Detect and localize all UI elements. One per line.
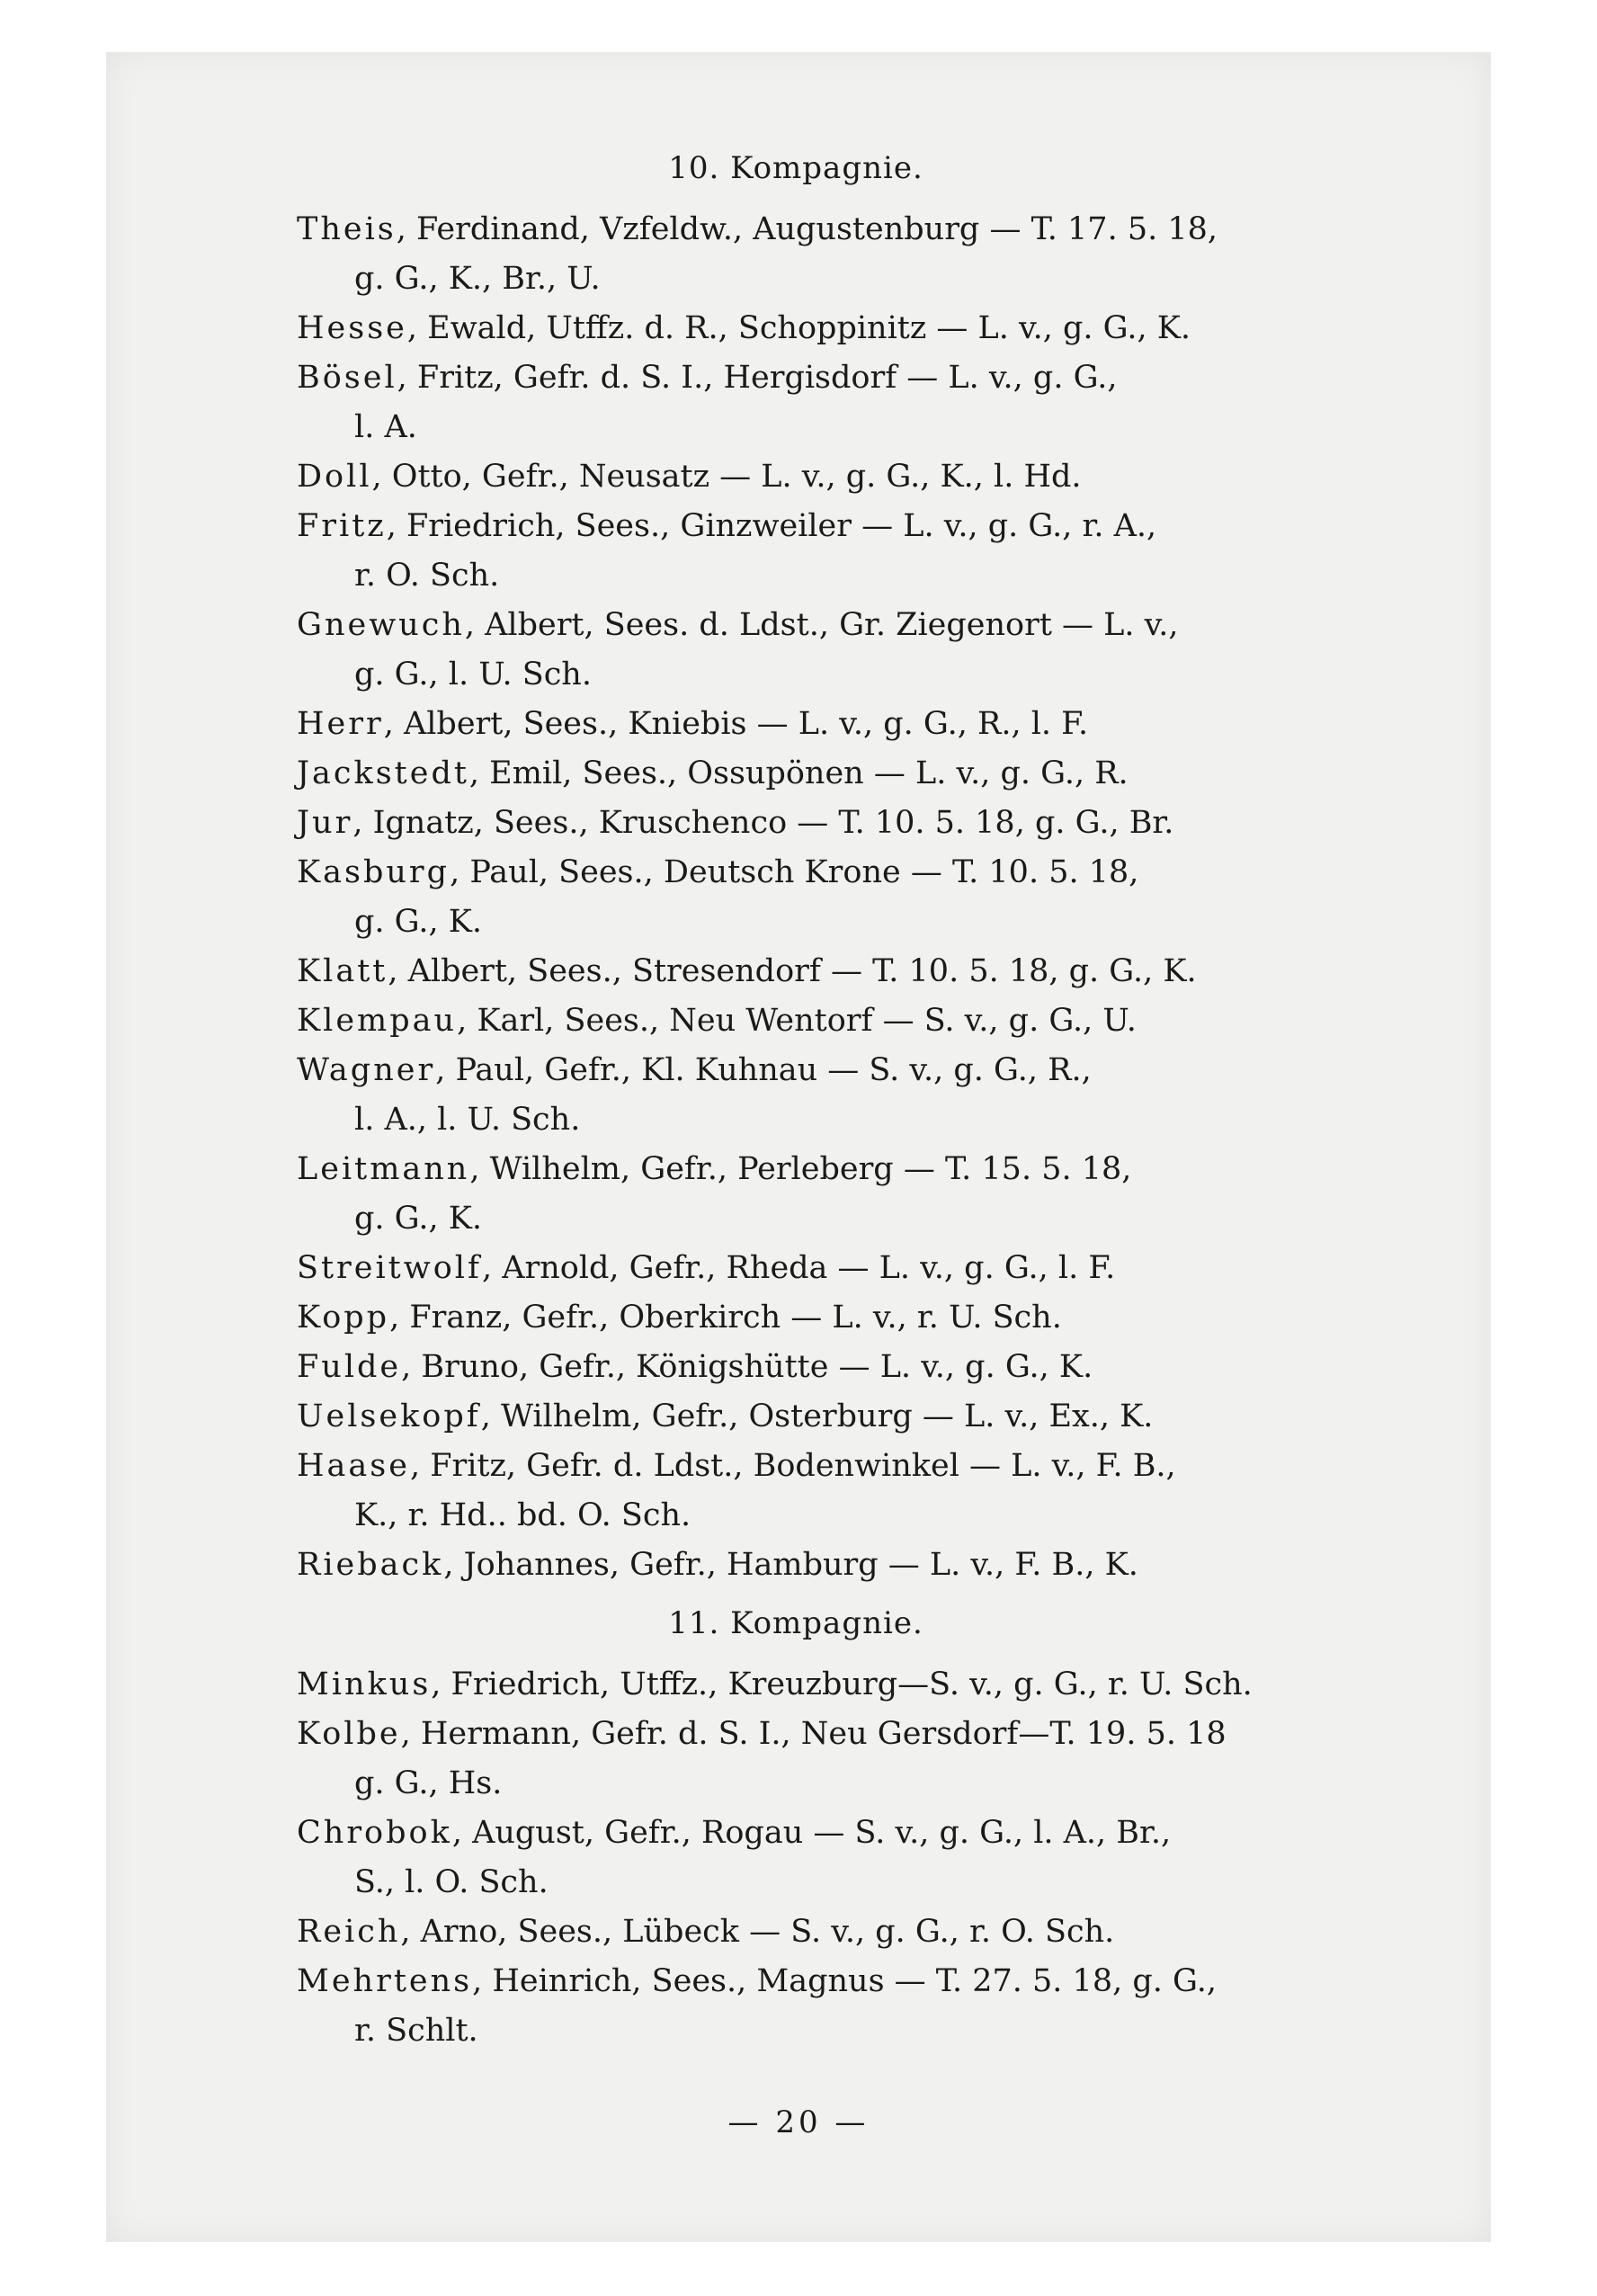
entry-surname: Fulde [297,1349,402,1385]
entry-continuation: r. O. Sch. [354,558,500,594]
entry-details: , Franz, Gefr., Oberkirch — L. v., r. U. Sch. [389,1300,1062,1336]
roster-entry [297,304,1295,353]
entry-details: , Emil, Sees., Ossupönen — L. v., g. G., R. [468,755,1129,791]
entry-surname: Mehrtens [297,1963,473,1999]
entry-surname: Jackstedt [297,755,469,791]
entry-surname: Doll [297,459,372,495]
entry-details: , Johannes, Gefr., Hamburg — L. v., F. B., K. [443,1547,1138,1583]
entry-surname: Kasburg [297,854,451,890]
roster-entry [297,1907,1295,1957]
roster-entry [297,353,1295,452]
entry-surname: Klempau [297,1003,458,1039]
entry-details: , August, Gefr., Rogau — S. v., g. G., l. A., Br., [451,1815,1172,1851]
entry-surname: Herr [297,706,384,742]
roster-entry [297,1809,1295,1907]
entry-surname: Kopp [297,1300,390,1336]
entry-surname: Hesse [297,310,407,346]
roster-entry [297,1541,1295,1590]
entry-details: , Wilhelm, Gefr., Perleberg — T. 15. 5. 18, [469,1151,1132,1187]
entry-continuation: g. G., K. [354,1201,483,1237]
entry-surname: Haase [297,1448,410,1484]
entry-continuation: K., r. Hd.. bd. O. Sch. [354,1497,691,1533]
entry-continuation: g. G., Hs. [354,1765,503,1801]
entry-surname: Wagner [297,1052,436,1088]
section-heading: 11. Kompagnie. [668,1605,923,1641]
roster-text [297,135,1295,2056]
roster-entry [297,205,1295,304]
entry-details: , Otto, Gefr., Neusatz — L. v., g. G., K., l. Hd. [371,459,1082,495]
entry-continuation: l. A., l. U. Sch. [354,1102,581,1138]
roster-entry [297,1343,1295,1392]
entry-details: , Albert, Sees., Stresendorf — T. 10. 5. 18, g. G., K. [388,953,1197,989]
roster-entry [297,1710,1295,1809]
entry-details: , Arno, Sees., Lübeck — S. v., g. G., r. O. Sch. [400,1914,1115,1950]
entry-surname: Minkus [297,1666,432,1702]
entry-details: , Ewald, Utffz. d. R., Schoppinitz — L. v., g. G., K. [406,310,1191,346]
roster-entry [297,1244,1295,1293]
entry-details: , Karl, Sees., Neu Wentorf — S. v., g. G., U. [457,1003,1137,1039]
roster-entry [297,1660,1295,1710]
entry-details: , Heinrich, Sees., Magnus — T. 27. 5. 18, g. G., [472,1963,1217,1999]
roster-entry [297,848,1295,947]
entry-details: , Paul, Sees., Deutsch Krone — T. 10. 5. 18, [450,854,1139,890]
entry-continuation: g. G., K., Br., U. [354,261,601,297]
roster-entry [297,1046,1295,1145]
roster-entry [297,749,1295,799]
entry-surname: Reich [297,1914,401,1950]
roster-entry [297,947,1295,996]
entry-details: , Paul, Gefr., Kl. Kuhnau — S. v., g. G., R., [435,1052,1092,1088]
entry-continuation: g. G., K. [354,904,483,940]
entry-surname: Theis [297,211,397,247]
entry-details: , Bruno, Gefr., Königshütte — L. v., g. G., K. [401,1349,1093,1385]
entry-surname: Streitwolf [297,1250,482,1286]
roster-entry [297,452,1295,502]
entry-details: , Ignatz, Sees., Kruschenco — T. 10. 5. 18, g. G., Br. [352,805,1174,841]
roster-entry [297,1293,1295,1343]
entry-surname: Uelsekopf [297,1398,481,1434]
entry-details: , Friedrich, Sees., Ginzweiler — L. v., g. G., r. A., [386,508,1157,544]
roster-entry [297,1145,1295,1244]
entry-details: , Fritz, Gefr. d. Ldst., Bodenwinkel — L. v., F. B., [409,1448,1176,1484]
entry-details: , Albert, Sees. d. Ldst., Gr. Ziegenort — L. v., [464,607,1179,643]
entry-continuation: r. Schlt. [354,2013,478,2049]
entry-surname: Chrobok [297,1815,452,1851]
entry-surname: Klatt [297,953,388,989]
entry-continuation: g. G., l. U. Sch. [354,657,592,692]
roster-entry [297,601,1295,700]
entry-surname: Rieback [297,1547,444,1583]
entry-details: , Friedrich, Utffz., Kreuzburg—S. v., g. G., r. U. Sch. [431,1666,1253,1702]
entry-surname: Jur [297,805,353,841]
roster-entry [297,502,1295,601]
roster-entry [297,996,1295,1046]
entry-details: , Hermann, Gefr. d. S. I., Neu Gersdorf—T. 19. 5. 18 [400,1716,1227,1752]
roster-entry [297,1442,1295,1541]
entry-details: , Wilhelm, Gefr., Osterburg — L. v., Ex., K. [480,1398,1154,1434]
roster-entry [297,1957,1295,2056]
section-heading: 10. Kompagnie. [668,150,923,186]
roster-entry [297,1392,1295,1442]
entry-surname: Leitmann [297,1151,470,1187]
entry-surname: Fritz [297,508,387,544]
entry-details: , Fritz, Gefr. d. S. I., Hergisdorf — L. v., g. G., [397,360,1118,396]
entry-surname: Bösel [297,360,397,396]
roster-entry [297,700,1295,749]
page-number: — 20 — [727,2104,870,2140]
entry-surname: Kolbe [297,1716,401,1752]
entry-details: , Ferdinand, Vzfeldw., Augustenburg — T. 17. 5. 18, [396,211,1218,247]
roster-entry [297,799,1295,848]
entry-details: , Arnold, Gefr., Rheda — L. v., g. G., l. F. [481,1250,1116,1286]
entry-surname: Gnewuch [297,607,465,643]
sections-container [297,147,1295,2056]
entry-continuation: S., l. O. Sch. [354,1864,549,1900]
entry-continuation: l. A. [354,409,417,445]
entry-details: , Albert, Sees., Kniebis — L. v., g. G., R., l. F. [383,706,1089,742]
